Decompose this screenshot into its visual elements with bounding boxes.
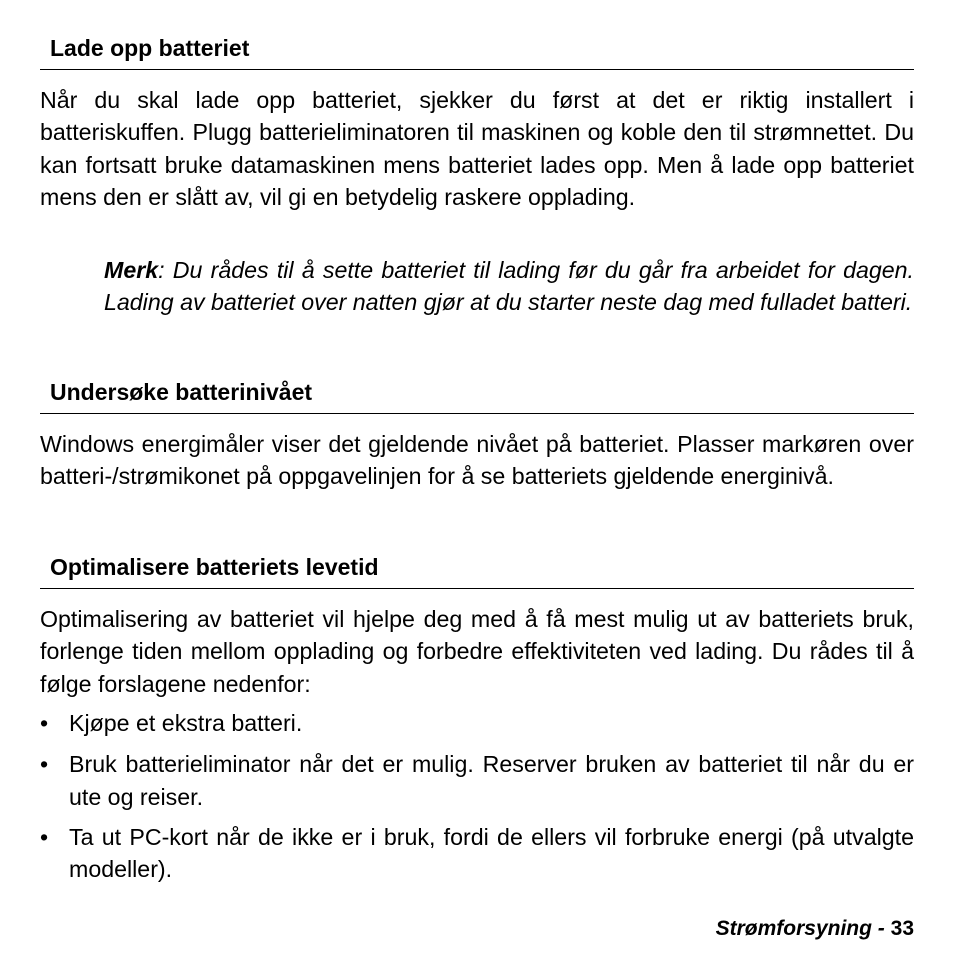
list-item: • Ta ut PC-kort når de ikke er i bruk, fordi de ellers vil forbruke energi (på utvalgte modeller). (40, 821, 914, 886)
list-item: • Kjøpe et ekstra batteri. (40, 707, 914, 739)
note-label: Merk (104, 257, 159, 283)
bullet-icon: • (40, 710, 49, 736)
section-title-charge-battery: Lade opp batteriet (50, 35, 250, 61)
paragraph-check-battery-level: Windows energimåler viser det gjeldende nivået på batteriet. Plasser markøren over batteri-/strømikonet på oppgavelinjen for å se batteriets gjeldende energinivå. (40, 431, 914, 490)
section-title-optimize-battery-life: Optimalisere batteriets levetid (50, 554, 379, 580)
note-text: : Du rådes til å sette batteriet til lading før du går fra arbeidet for dagen. Lading av batteriet over natten gjør at du starter neste dag med fulladet batteri. (104, 257, 914, 315)
bullet-list (40, 707, 914, 885)
paragraph-charge-battery: Når du skal lade opp batteriet, sjekker du først at det er riktig installert i batteriskuffen. Plugg batterieliminatoren til maskinen og koble den til strømnettet. Du kan fortsatt bruke datamaskinen mens batteriet lades opp. Men å lade opp batteriet mens den er slått av, vil gi en betydelig raskere opplading. (40, 87, 914, 210)
section-rule (40, 588, 914, 589)
section-title-check-battery-level: Undersøke batterinivået (50, 379, 313, 405)
note-charge-battery (104, 254, 914, 318)
section-rule (40, 69, 914, 70)
section-rule (40, 413, 914, 414)
page-footer (716, 915, 914, 943)
footer-chapter-title: Strømforsyning - (715, 917, 885, 940)
bullet-icon: • (40, 751, 49, 778)
paragraph-optimize-battery-life: Optimalisering av batteriet vil hjelpe deg med å få mest mulig ut av batteriets bruk, forlenge tiden mellom opplading og forbedre effektiviteten ved lading. Du rådes til å følge forslagene nedenfor: (40, 606, 914, 697)
page-number: 33 (890, 917, 914, 940)
list-item: • Bruk batterieliminator når det er mulig. Reserver bruken av batteriet til når du er ute og reiser. (40, 748, 914, 813)
bullet-icon: • (40, 823, 49, 850)
